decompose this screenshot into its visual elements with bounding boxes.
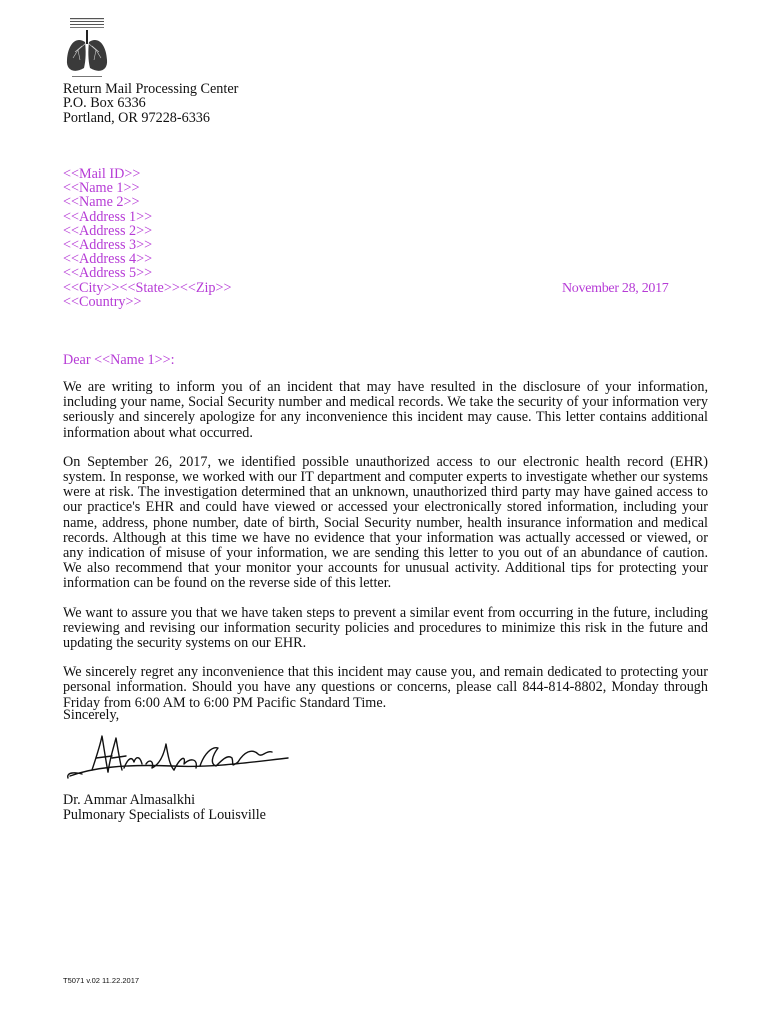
mail-id-field: <<Mail ID>> xyxy=(63,166,141,182)
signer-name: Dr. Ammar Almasalkhi xyxy=(63,792,196,808)
country-field: <<Country>> xyxy=(63,293,142,310)
letter-date: November 28, 2017 xyxy=(562,281,669,296)
lungs-logo-icon xyxy=(62,16,112,80)
address5-field: <<Address 5>> xyxy=(63,265,153,282)
return-address xyxy=(63,82,238,125)
address3-field: <<Address 3>> xyxy=(63,237,153,254)
return-address-line2: P.O. Box 6336 xyxy=(63,95,146,112)
paragraph-4: We sincerely regret any inconvenience that this incident may cause you, and remain dedicated to protecting your personal information. Should you have any questions or concerns, please call 844-814-8802, Monday through Friday from 6:00 AM to 6:00 PM Pacific Standard Time. xyxy=(63,664,708,711)
recipient-block xyxy=(63,167,232,309)
paragraph-1: We are writing to inform you of an incident that may have resulted in the disclosure of your information, including your name, Social Security number and medical records. We take the security of your information very seriously and sincerely apologize for any inconvenience this incident may cause. This letter contains additional information about what occurred. xyxy=(63,379,708,441)
signature-image xyxy=(62,728,294,790)
city-state-zip-field: <<City>><<State>><<Zip>> xyxy=(63,279,232,296)
name2-field: <<Name 2>> xyxy=(63,194,140,211)
salutation: Dear <<Name 1>>: xyxy=(63,352,175,368)
address4-field: <<Address 4>> xyxy=(63,251,153,268)
address2-field: <<Address 2>> xyxy=(63,222,153,239)
letter-body xyxy=(63,380,708,725)
return-address-line1: Return Mail Processing Center xyxy=(63,81,239,97)
paragraph-3: We want to assure you that we have taken steps to prevent a similar event from occurring in the future, including reviewing and revising our information security policies and procedures to minimize this risk in the future and updating the security systems on our EHR. xyxy=(63,604,708,652)
closing: Sincerely, xyxy=(63,707,120,723)
signer-organization: Pulmonary Specialists of Louisville xyxy=(63,807,266,823)
return-address-line3: Portland, OR 97228-6336 xyxy=(63,109,210,126)
signer-block xyxy=(63,793,266,823)
paragraph-2: On September 26, 2017, we identified possible unauthorized access to our electronic health record (EHR) system. In response, we worked with our IT department and computer experts to investigate whether our systems were at risk. The investigation determined that an unknown, unauthorized third party may have gained access to our practice's EHR and could have viewed or accessed your electronically stored information, including your name, address, phone number, date of birth, Social Security number, health insurance information and medical records. Although at this time we have no evidence that your information was actually accessed or viewed, or any indication of misuse of your information, we are sending this letter to you out of an abundance of caution. We also recommend that your monitor your accounts for unusual activity. Additional tips for protecting your information can be found on the reverse side of this letter. xyxy=(63,453,708,592)
address1-field: <<Address 1>> xyxy=(63,208,153,225)
name1-field: <<Name 1>> xyxy=(63,180,140,197)
document-code: T5071 v.02 11.22.2017 xyxy=(63,976,140,985)
